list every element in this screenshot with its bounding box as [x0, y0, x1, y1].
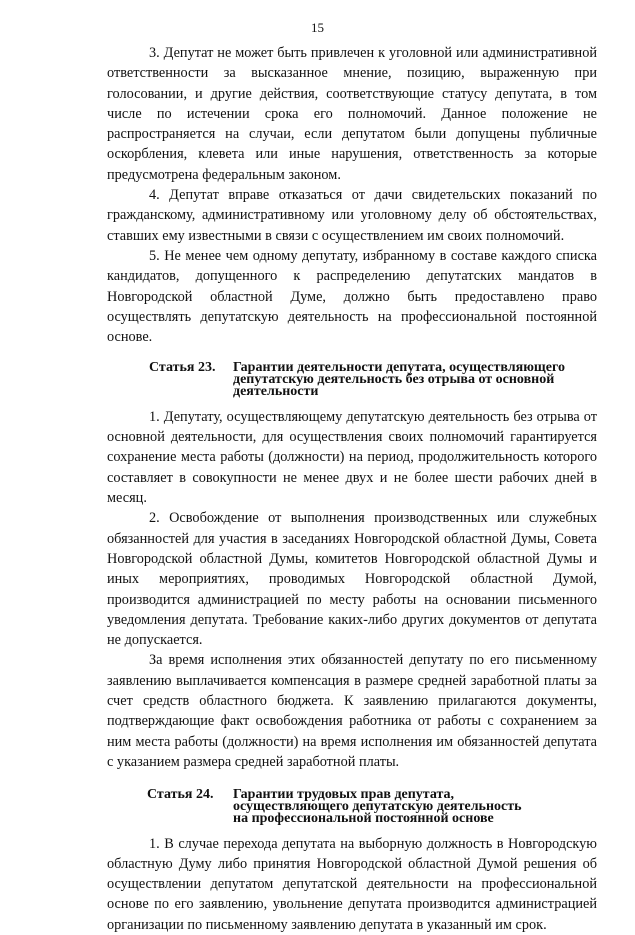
- page-number: 15: [311, 20, 324, 35]
- article-23-number: Статья 23.: [149, 360, 216, 376]
- article-24-title: Гарантии трудовых прав депутата, осуществляющего депутатскую деятельность на профессиональной постоянной основе: [233, 787, 522, 826]
- paragraph-article-23-part-2: 2. Освобождение от выполнения производственных или служебных обязанностей для участия в заседаниях Новгородской областной Думы, Совета Новгородской областной Думы, комитетов Новгородской областной Думы и иных мероприятиях, проводимых Новгородской областной Думой, производится администрацией по месту работы на основании письменного уведомления депутата. Требование каких-либо других документов от депутата не допускается.: [107, 510, 597, 649]
- article-23-heading: [107, 360, 597, 400]
- document-body: [107, 43, 597, 935]
- paragraph-article-22-part-4: 4. Депутат вправе отказаться от дачи свидетельских показаний по гражданскому, административному или уголовному делу об обстоятельствах, ставших ему известными в связи с осуществлением им своих полномочий.: [107, 187, 597, 244]
- article-24-heading: [107, 789, 597, 824]
- paragraph-article-23-compensation: За время исполнения этих обязанностей депутату по его письменному заявлению выплачивается компенсация в размере средней заработной платы за счет средств областного бюджета. К заявлению прилагаются документы, подтверждающие факт освобождения работника от работы с сохранением за ним места работы (должности) на время исполнения им обязанностей депутата с указанием размера средней заработной платы.: [107, 652, 597, 770]
- article-24-number: Статья 24.: [147, 787, 214, 803]
- paragraph-article-22-part-5: 5. Не менее чем одному депутату, избранному в составе каждого списка кандидатов, допущенного к распределению депутатских мандатов в Новгородской областной Думе, должно быть предоставлено право осуществлять депутатскую деятельность на профессиональной постоянной основе.: [107, 247, 597, 346]
- paragraph-article-22-part-3: 3. Депутат не может быть привлечен к уголовной или административной ответственности за высказанное мнение, позицию, выраженную при голосовании, и другие действия, соответствующие статусу депутата, в том числе по истечении срока его полномочий. Данное положение не распространяется на случаи, если депутатом были допущены публичные оскорбления, клевета или иные нарушения, ответственность за которые предусмотрена федеральным законом.: [107, 45, 597, 183]
- paragraph-article-23-part-1: 1. Депутату, осуществляющему депутатскую деятельность без отрыва от основной деятельности, для осуществления своих полномочий гарантируется сохранение места работы (должности) на период, продолжительность которого составляет в совокупности не менее двух и не более шести рабочих дней в месяц.: [107, 408, 597, 507]
- paragraph-article-24-part-1: 1. В случае перехода депутата на выборную должность в Новгородскую областную Думу либо принятия Новгородской областной Думой решения об осуществлении депутатом депутатской деятельности на профессиональной основе по его заявлению, увольнение депутата производится администрацией организации по письменному заявлению депутата в указанный им срок.: [107, 835, 597, 933]
- article-23-title: Гарантии деятельности депутата, осуществляющего депутатскую деятельность без отрыва от основной деятельности: [233, 360, 565, 400]
